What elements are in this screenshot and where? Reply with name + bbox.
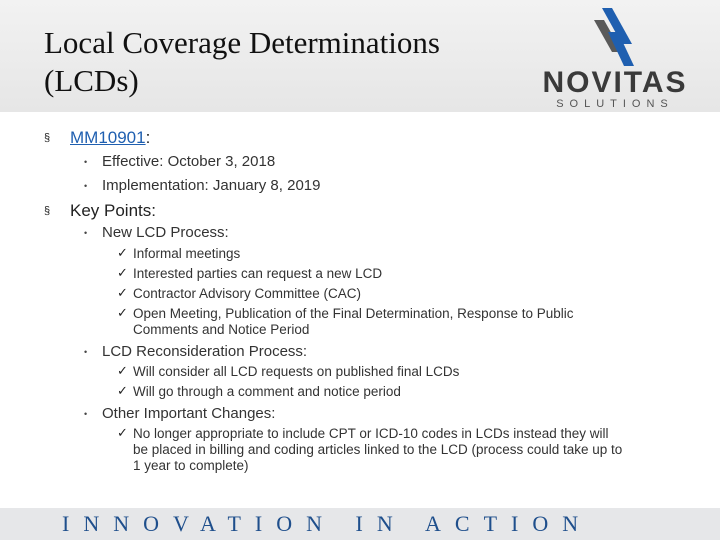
list-item-continuation: Comments and Notice Period <box>133 322 310 337</box>
logo-name: NOVITAS <box>542 66 688 99</box>
logo-subtitle: SOLUTIONS <box>556 98 674 110</box>
list-item: Contractor Advisory Committee (CAC) <box>133 286 362 301</box>
other-important-changes: Other Important Changes: <box>102 405 276 422</box>
title-line-1: Local Coverage Determinations <box>44 25 440 60</box>
bullet-dot-icon: • <box>84 157 88 167</box>
list-item-continuation: 1 year to complete) <box>133 458 249 473</box>
list-item: No longer appropriate to include CPT or ICD-10 codes in LCDs instead they will <box>133 426 609 441</box>
effective-date: Effective: October 3, 2018 <box>102 153 276 170</box>
footer-tagline: INNOVATION IN ACTION <box>62 511 593 536</box>
key-points-heading: Key Points: <box>70 201 156 220</box>
new-lcd-process: New LCD Process: <box>102 224 229 241</box>
list-item-continuation: be placed in billing and coding articles linked to the LCD (process could take up to <box>133 442 623 457</box>
list-item: Will go through a comment and notice period <box>133 384 401 399</box>
section-bullet-icon: § <box>44 205 51 217</box>
check-icon: ✓ <box>117 245 128 260</box>
mm-suffix: : <box>145 128 151 147</box>
list-item: Interested parties can request a new LCD <box>133 266 383 281</box>
bullet-dot-icon: • <box>84 409 88 419</box>
slide-footer <box>0 508 720 540</box>
list-item: Open Meeting, Publication of the Final Determination, Response to Public <box>133 306 574 321</box>
check-icon: ✓ <box>117 265 128 280</box>
bullet-dot-icon: • <box>84 181 88 191</box>
section-bullet-icon: § <box>44 132 51 144</box>
bullet-dot-icon: • <box>84 347 88 357</box>
list-item: Will consider all LCD requests on published final LCDs <box>133 364 460 379</box>
bullet-dot-icon: • <box>84 228 88 238</box>
check-icon: ✓ <box>117 363 128 378</box>
reconsideration-process: LCD Reconsideration Process: <box>102 343 308 360</box>
title-line-2: (LCDs) <box>44 63 139 98</box>
check-icon: ✓ <box>117 383 128 398</box>
mm-line <box>70 128 150 148</box>
implementation-date: Implementation: January 8, 2019 <box>102 177 321 194</box>
mm10901-link[interactable]: MM10901 <box>70 128 146 147</box>
check-icon: ✓ <box>117 425 128 440</box>
list-item: Informal meetings <box>133 246 241 261</box>
check-icon: ✓ <box>117 285 128 300</box>
check-icon: ✓ <box>117 305 128 320</box>
